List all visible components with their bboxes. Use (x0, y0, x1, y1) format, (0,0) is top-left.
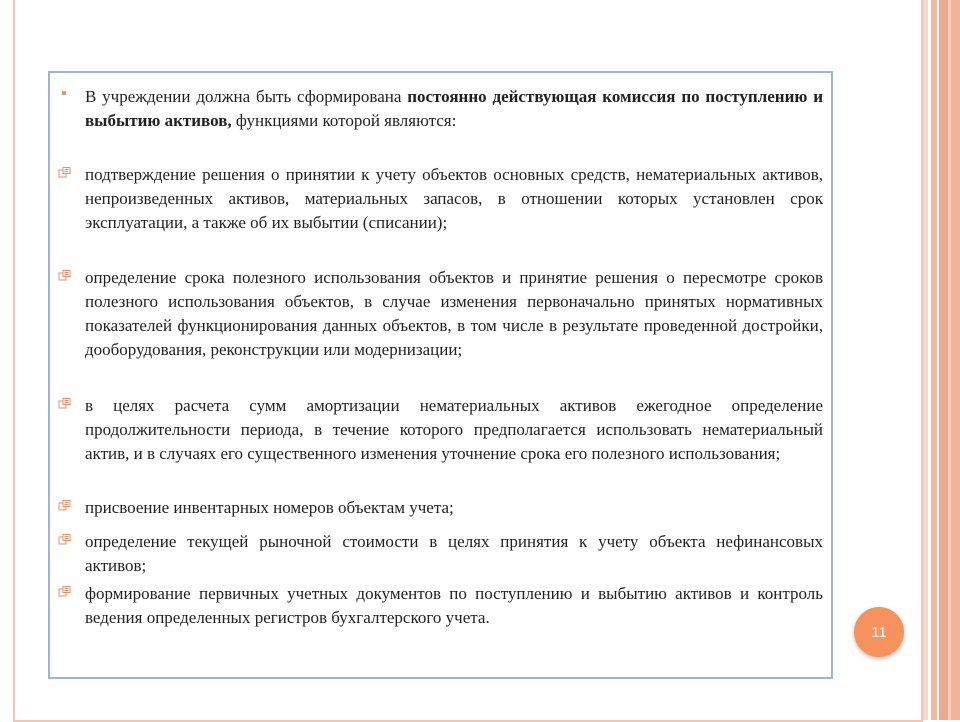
item-text: в целях расчета сумм амортизации нематериальных активов ежегодное определение продолжительности периода, в течение которого предполагается использовать нематериальный актив, и в случаях его существенного изменения уточнение срока его полезного использования; (85, 396, 823, 463)
list-item (85, 163, 823, 235)
item-text: функциями которой являются: (231, 111, 457, 130)
list-item (85, 85, 823, 133)
item-text: присвоение инвентарных номеров объектам учета; (85, 498, 454, 517)
item-text: подтверждение решения о принятии к учету объектов основных средств, нематериальных активов, непроизведенных активов, материальных запасов, в отношении которых установлен срок эксплуатации, а также об их выбытии (списании); (85, 165, 823, 232)
item-text: формирование первичных учетных документов по поступлению и выбытию активов и контроль ведения определенных регистров бухгалтерского учета. (85, 584, 823, 627)
item-bold-text: постоянно действующая комиссия по поступлению и выбытию активов, (85, 87, 823, 130)
item-text: определение срока полезного использования объектов и принятие решения о пересмотре сроков полезного использования объектов, в случае изменения первоначально принятых нормативных показателей функционирования данных объектов, в том числе в результате проведенной достройки, дооборудования, реконструкции или модернизации; (85, 268, 823, 359)
list-item (85, 394, 823, 466)
item-text: определение текущей рыночной стоимости в целях принятия к учету объекта нефинансовых активов; (85, 532, 823, 575)
item-text: В учреждении должна быть сформирована (85, 87, 408, 106)
list-item (85, 582, 823, 630)
list-item (85, 530, 823, 578)
list-item (85, 266, 823, 362)
decorative-stripes (923, 0, 960, 720)
page-number-badge: 11 (854, 607, 904, 657)
list-item (85, 496, 823, 520)
